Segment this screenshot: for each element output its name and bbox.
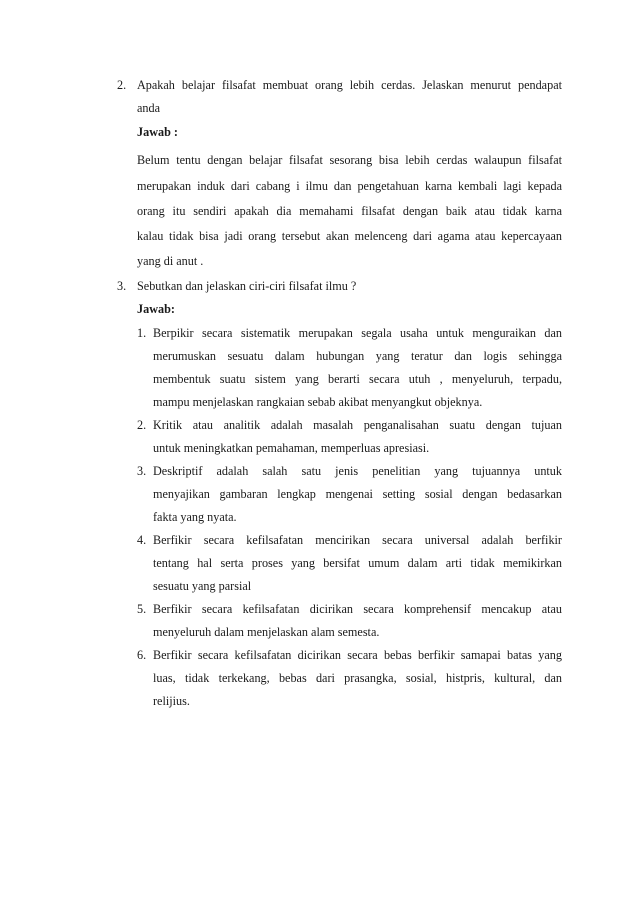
list-item-text: Berfikir secara kefilsafatan mencirikan secara universal adalah berfikir [153, 533, 562, 547]
answer-text: Belum tentu dengan belajar filsafat sesorang bisa lebih cerdas walaupun filsafat [137, 153, 562, 167]
answer-text: orang itu sendiri apakah dia memahami filsafat dengan baik atau tidak karna [137, 204, 562, 218]
list-item-number: 4. [137, 533, 147, 547]
answer-label: Jawab : [137, 125, 178, 139]
list-item-text: untuk meningkatkan pemahaman, memperluas apresiasi. [153, 441, 430, 455]
question-text: Apakah belajar filsafat membuat orang lebih cerdas. Jelaskan menurut pendapat [137, 78, 562, 92]
question-text: anda [137, 101, 161, 115]
list-item-text: menyajikan gambaran lengkap mengenai setting sosial dengan bedasarkan [153, 487, 562, 501]
list-item-text: Berpikir secara sistematik merupakan segala usaha untuk menguraikan dan [153, 326, 562, 340]
answer-text: kalau tidak bisa jadi orang tersebut akan melenceng dari agama atau kepercayaan [137, 229, 562, 243]
list-item-text: Kritik atau analitik adalah masalah penganalisahan suatu dengan tujuan [153, 418, 562, 432]
answer-text: yang di anut . [137, 254, 204, 268]
list-item-text: tentang hal serta proses yang bersifat umum dalam arti tidak memikirkan [153, 556, 562, 570]
list-item-number: 3. [137, 464, 147, 478]
question-text: Sebutkan dan jelaskan ciri-ciri filsafat ilmu ? [137, 279, 357, 293]
list-item-text: mampu menjelaskan rangkaian sebab akibat menyangkut objeknya. [153, 395, 483, 409]
list-item-text: luas, tidak terkekang, bebas dari prasangka, sosial, histpris, kultural, dan [153, 671, 562, 685]
list-item-text: sesuatu yang parsial [153, 579, 252, 593]
answer-label: Jawab: [137, 302, 175, 316]
question-number: 3. [117, 279, 127, 293]
list-item-number: 6. [137, 648, 147, 662]
list-item-text: menyeluruh dalam menjelaskan alam semesta. [153, 625, 380, 639]
answer-text: merupakan induk dari cabang i ilmu dan pengetahuan karna kembali lagi kepada [137, 179, 562, 193]
list-item-number: 1. [137, 326, 147, 340]
list-item-text: Deskriptif adalah salah satu jenis penelitian yang tujuannya untuk [153, 464, 562, 478]
list-item-text: membentuk suatu sistem yang berarti secara utuh , menyeluruh, terpadu, [153, 372, 562, 386]
list-item-number: 2. [137, 418, 147, 432]
list-item-text: merumuskan sesuatu dalam hubungan yang teratur dan logis sehingga [153, 349, 562, 363]
question-number: 2. [117, 78, 127, 92]
list-item-text: fakta yang nyata. [153, 510, 237, 524]
list-item-text: Berfikir secara kefilsafatan dicirikan secara bebas berfikir samapai batas yang [153, 648, 562, 662]
list-item-number: 5. [137, 602, 147, 616]
list-item-text: relijius. [153, 694, 190, 708]
list-item-text: Berfikir secara kefilsafatan dicirikan secara komprehensif mencakup atau [153, 602, 562, 616]
